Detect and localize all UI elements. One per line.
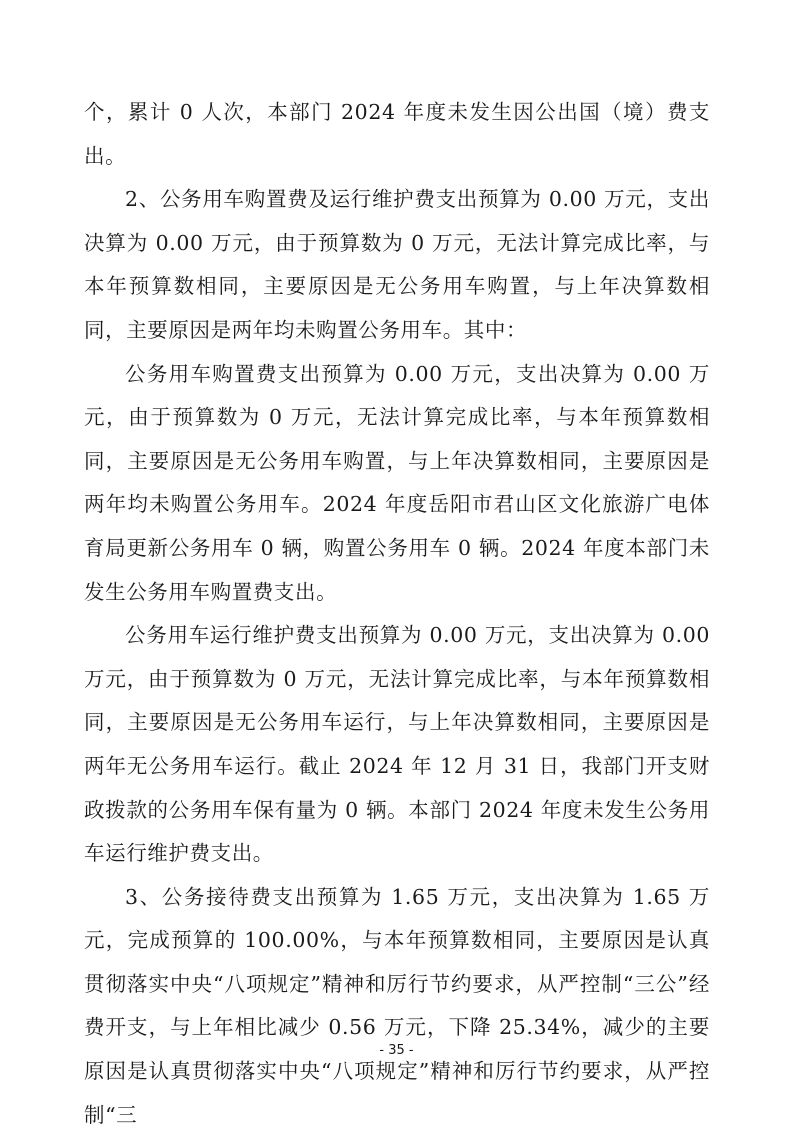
page-number: - 35 - <box>379 1043 414 1058</box>
document-body <box>84 91 710 1137</box>
paragraph-2: 2、公务用车购置费及运行维护费支出预算为 0.00 万元，支出决算为 0.00 万元，由于预算数为 0 万元，无法计算完成比率，与本年预算数相同，主要原因是无公务用车购置，与上年决算数相同，主要原因是两年均未购置公务用车。其中： <box>84 187 710 342</box>
paragraph-1: 个，累计 0 人次，本部门 2024 年度未发生因公出国（境）费支出。 <box>84 100 710 168</box>
paragraph-5: 3、公务接待费支出预算为 1.65 万元，支出决算为 1.65 万元，完成预算的 100.00%，与本年预算数相同，主要原因是认真贯彻落实中央“八项规定”精神和厉行节约要求，从严控制“三公”经费开支，与上年相比减少 0.56 万元，下降 25.34%，减少的主要原因是认真贯彻落实中央“八项规定”精神和厉行节约要求，从严控制“三 <box>84 884 710 1127</box>
paragraph-4: 公务用车运行维护费支出预算为 0.00 万元，支出决算为 0.00 万元，由于预算数为 0 万元，无法计算完成比率，与本年预算数相同，主要原因是无公务用车运行，与上年决算数相同，主要原因是两年无公务用车运行。截止 2024 年 12 月 31 日，我部门开支财政拨款的公务用车保有量为 0 辆。本部门 2024 年度未发生公务用车运行维护费支出。 <box>84 623 710 866</box>
paragraph-3: 公务用车购置费支出预算为 0.00 万元，支出决算为 0.00 万元，由于预算数为 0 万元，无法计算完成比率，与本年预算数相同，主要原因是无公务用车购置，与上年决算数相同，主要原因是两年均未购置公务用车。2024 年度岳阳市君山区文化旅游广电体育局更新公务用车 0 辆，购置公务用车 0 辆。2024 年度本部门未发生公务用车购置费支出。 <box>84 361 710 604</box>
